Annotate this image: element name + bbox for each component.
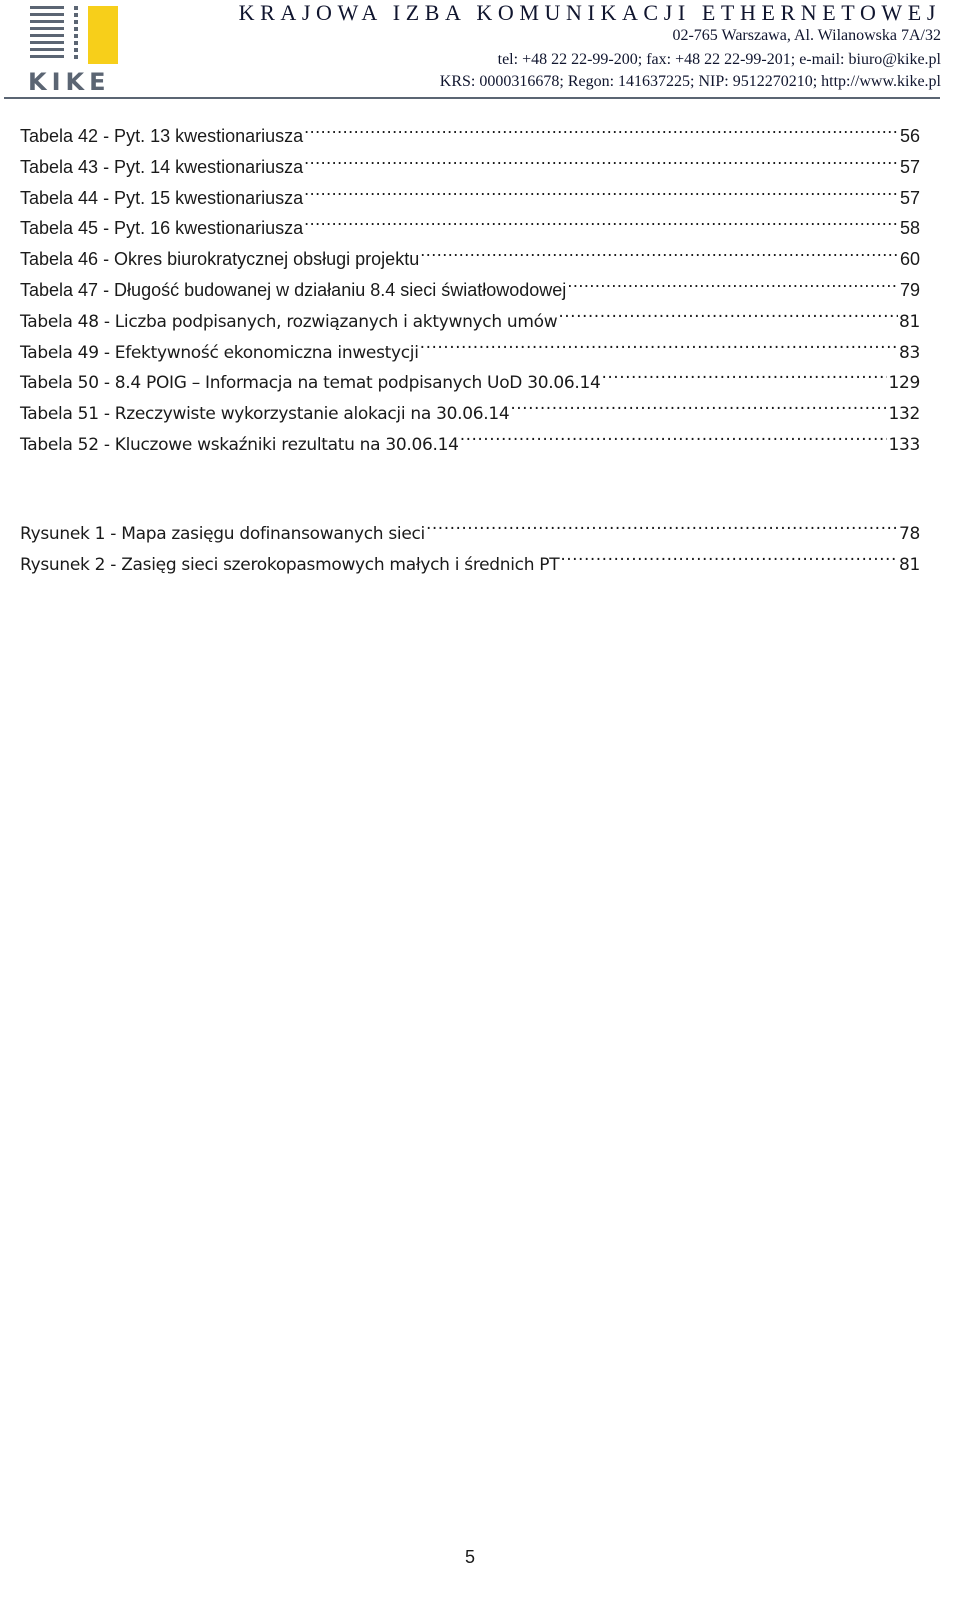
- toc-entry-page: 81: [898, 554, 920, 575]
- toc-dot-leader: [420, 235, 899, 265]
- toc-entry-title: Tabela 43 - Pyt. 14 kwestionariusza: [20, 156, 304, 177]
- toc-entry-page: 57: [899, 187, 920, 208]
- toc-entry[interactable]: [20, 112, 920, 146]
- toc-dot-leader: [304, 112, 899, 142]
- toc-entry-title: Tabela 47 - Długość budowanej w działaniu 8.4 sieci światłowodowej: [20, 279, 567, 300]
- toc-dot-leader: [304, 204, 899, 234]
- toc-entry-title: Rysunek 1 - Mapa zasięgu dofinansowanych sieci: [20, 524, 425, 544]
- page-number: 5: [464, 1547, 475, 1567]
- toc-entry-page: 57: [899, 156, 920, 177]
- toc-entry-title: Tabela 51 - Rzeczywiste wykorzystanie alokacji na 30.06.14: [20, 404, 510, 425]
- toc-dot-leader: [558, 297, 898, 327]
- letterhead: [0, 0, 960, 100]
- toc-entry[interactable]: [20, 509, 920, 544]
- toc-entry-page: 58: [899, 218, 920, 239]
- toc-entry-page: 56: [899, 126, 920, 146]
- logo-bars-graphic: [30, 6, 64, 62]
- header-divider: [4, 97, 940, 99]
- toc-entry-page: 60: [899, 249, 920, 270]
- toc-entry-title: Tabela 44 - Pyt. 15 kwestionariusza: [20, 187, 304, 208]
- toc-entry-page: 81: [898, 311, 920, 332]
- toc-entry-page: 132: [888, 404, 920, 425]
- toc-entry-title: Tabela 42 - Pyt. 13 kwestionariusza: [20, 126, 304, 146]
- toc-entry-title: Tabela 50 - 8.4 POIG – Informacja na temat podpisanych UoD 30.06.14: [20, 373, 601, 394]
- toc-entry-title: Tabela 46 - Okres biurokratycznej obsługi projektu: [20, 249, 420, 270]
- organization-registry: KRS: 0000316678; Regon: 141637225; NIP: 9512270210; http://www.kike.pl: [439, 73, 941, 90]
- toc-dot-leader: [304, 174, 899, 204]
- toc-entry-title: Rysunek 2 - Zasięg sieci szerokopasmowych małych i średnich PT: [20, 554, 560, 575]
- toc-dot-leader: [560, 540, 898, 570]
- toc-entry-title: Tabela 49 - Efektywność ekonomiczna inwestycji: [20, 342, 419, 363]
- toc-entry-title: Tabela 52 - Kluczowe wskaźniki rezultatu na 30.06.14: [20, 434, 459, 455]
- toc-dot-leader: [420, 328, 898, 358]
- toc-dot-leader: [304, 143, 899, 173]
- table-of-contents-tables: [20, 112, 920, 455]
- logo-text: KIKE: [28, 68, 111, 96]
- toc-dot-leader: [567, 266, 899, 296]
- toc-dot-leader: [602, 358, 888, 388]
- toc-dot-leader: [426, 509, 898, 539]
- toc-entry-page: 129: [888, 373, 920, 394]
- toc-dot-leader: [510, 389, 887, 419]
- organization-name: KRAJOWA IZBA KOMUNIKACJI ETHERNETOWEJ: [238, 0, 941, 25]
- logo-dots-graphic: [70, 6, 82, 62]
- kike-logo: [28, 4, 128, 94]
- organization-address: 02-765 Warszawa, Al. Wilanowska 7A/32: [672, 27, 941, 44]
- organization-contact: tel: +48 22 22-99-200; fax: +48 22 22-99-201; e-mail: biuro@kike.pl: [497, 51, 941, 68]
- toc-entry-page: 83: [898, 342, 920, 363]
- toc-dot-leader: [460, 420, 888, 450]
- toc-entry-page: 79: [899, 279, 920, 300]
- table-of-contents-figures: [20, 509, 920, 575]
- toc-entry-title: Tabela 48 - Liczba podpisanych, rozwiązanych i aktywnych umów: [20, 311, 558, 332]
- toc-entry-title: Tabela 45 - Pyt. 16 kwestionariusza: [20, 218, 304, 239]
- toc-entry-page: 78: [898, 524, 920, 544]
- logo-yellow-block: [88, 6, 118, 64]
- toc-entry-page: 133: [888, 434, 920, 455]
